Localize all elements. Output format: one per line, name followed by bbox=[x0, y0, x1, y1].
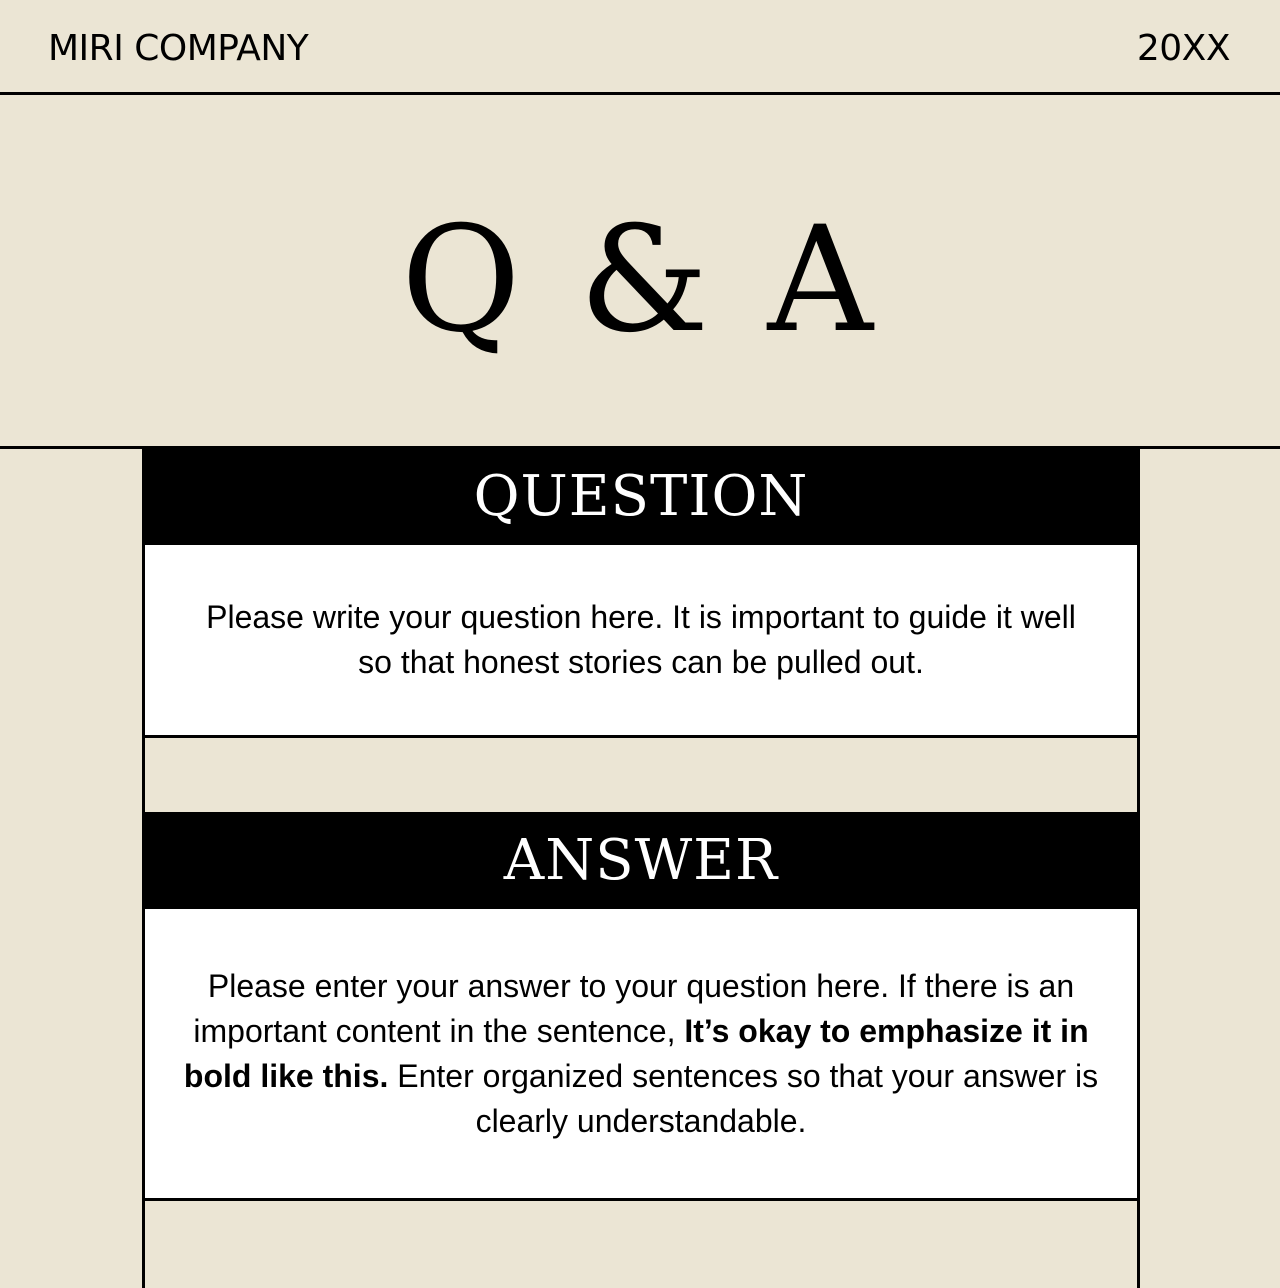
question-header: QUESTION bbox=[145, 448, 1137, 545]
answer-body bbox=[145, 909, 1137, 1201]
answer-text-closing: Enter organized sentences so that your answer is clearly understandable. bbox=[388, 1057, 1099, 1139]
answer-text-bold: It’s okay to emphasize it in bold like this. bbox=[183, 1012, 1089, 1094]
top-bar bbox=[0, 0, 1280, 95]
qa-panel bbox=[142, 448, 1140, 1288]
company-name: MIRI COMPANY bbox=[48, 28, 309, 69]
year-label: 20XX bbox=[1136, 28, 1230, 69]
question-text: Please write your question here. It is important to guide it well so that honest stories can be pulled out. bbox=[206, 599, 1076, 680]
answer-text-intro: Please enter your answer to your question here. If there is an important content in the sentence, bbox=[193, 967, 1075, 1049]
answer-header: ANSWER bbox=[145, 812, 1137, 909]
answer-text bbox=[175, 964, 1107, 1144]
page-title: Q & A bbox=[401, 195, 879, 365]
question-body bbox=[145, 545, 1137, 738]
